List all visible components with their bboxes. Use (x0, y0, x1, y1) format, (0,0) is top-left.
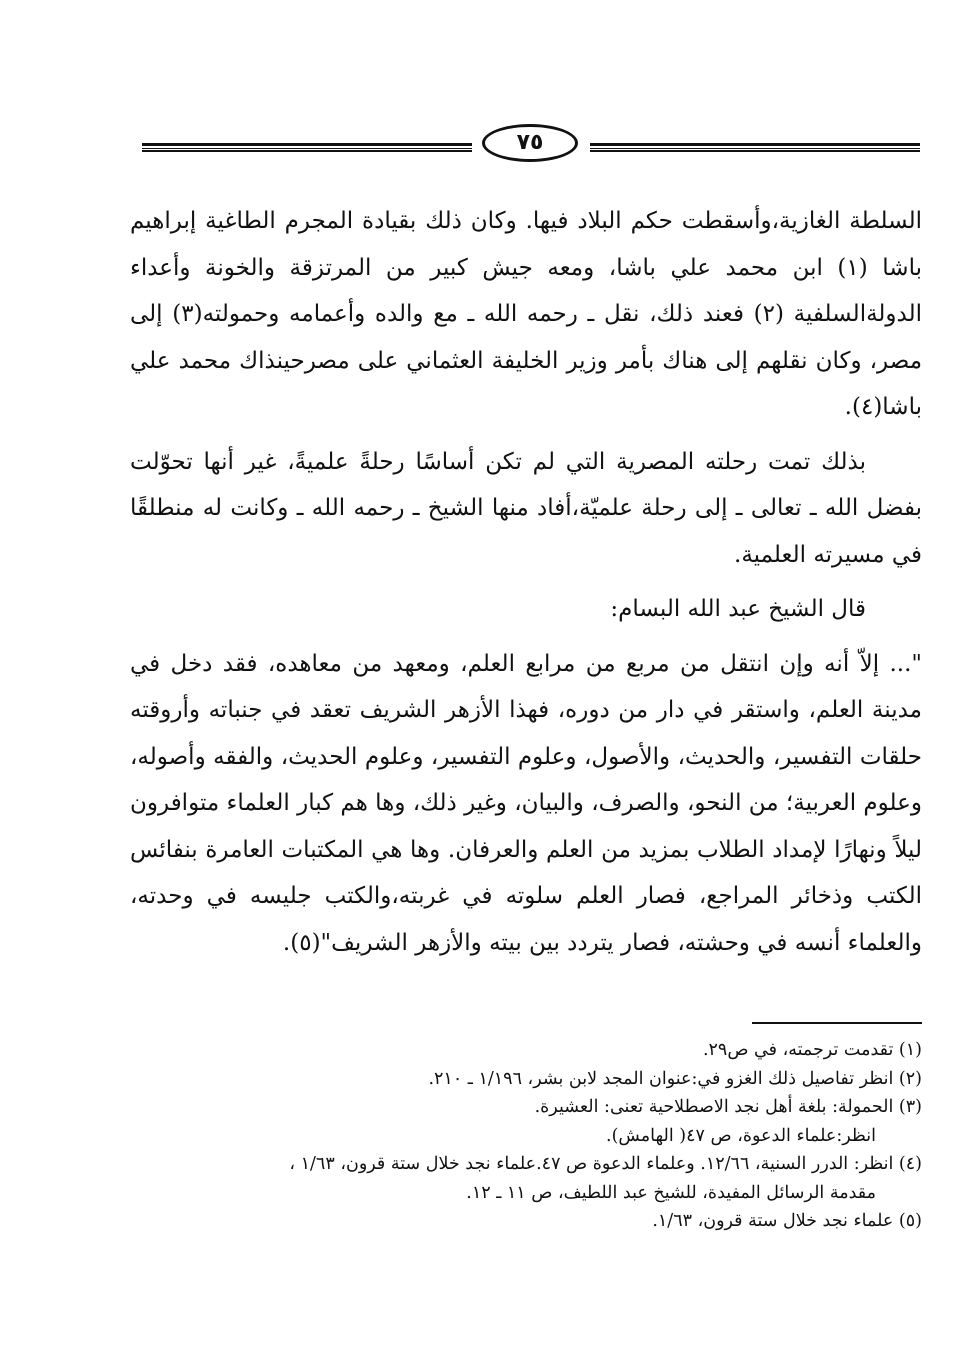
text-line: جليسه في وحدته، والعلماء أنسه في وحشته، فصار يتردد بين بيته والأزهر (130, 883, 922, 956)
main-text (130, 198, 922, 966)
footnotes (150, 1036, 922, 1236)
text-line: قال الشيخ عبد الله البسام: (610, 596, 866, 622)
text-line: بذلك تمت رحلته المصرية التي لم تكن أساسًا رحلةً علميةً، غير أنها تحوّلت (130, 448, 866, 475)
header-rule-right (590, 143, 920, 152)
page-header (142, 120, 920, 172)
text-line: وأصوله، وعلوم العربية؛ من النحو، والصرف، والبيان، وغير ذلك، وها هم كبار (130, 743, 922, 816)
footnote-3-continuation: انظر:علماء الدعوة، ص ٤٧( الهامش). (606, 1125, 876, 1146)
footnote-3: (٣) الحمولة: بلغة أهل نجد الاصطلاحية تعنى: العشيرة. (534, 1097, 922, 1117)
text-line: الشريف"(٥). (282, 929, 408, 956)
paragraph-1 (130, 198, 922, 431)
text-line: محمد علي باشا(٤). (130, 347, 922, 420)
text-line: حلقات التفسير، والحديث، والأصول، وعلوم التفسير، وعلوم الحديث، والفقه (213, 743, 923, 770)
quote-intro (130, 586, 922, 633)
footnote-4: (٤) انظر: الدرر السنية، ١٢/٦٦. وعلماء الدعوة ص ٤٧.علماء نجد خلال ستة قرون، ١/٦٣ ، (289, 1154, 922, 1174)
text-line: "... إلاّ أنه وإن انتقل من مربع من مرابع العلم، ومعهد من معاهده، فقد دخل (170, 650, 922, 677)
text-line: في مدينة العلم، واستقر في دار من دوره، فهذا الأزهر الشريف تعقد في جنباته وأروقته (130, 650, 922, 723)
footnote-separator (752, 1022, 922, 1024)
footnote-5: (٥) علماء نجد خلال ستة قرون، ١/٦٣. (652, 1211, 922, 1231)
text-line: إلى مصر، وكان نقلهم إلى هناك بأمر وزير الخليفة العثماني على مصرحينذاك (130, 301, 923, 374)
footnote-4-continuation: مقدمة الرسائل المفيدة، للشيخ عبد اللطيف، ص ١١ ـ ١٢. (466, 1182, 876, 1203)
text-line: السلطة الغازية،وأسقطت حكم البلاد فيها. وكان ذلك بقيادة المجرم الطاغية إبراهيم (130, 208, 922, 234)
text-line: في مسيرته العلمية. (734, 541, 922, 568)
quotation (130, 641, 922, 967)
text-line: باشا (١) ابن محمد علي باشا، ومعه جيش كبير من المرتزقة والخونة وأعداء (130, 254, 922, 281)
text-line: بفضل الله ـ تعالى ـ إلى رحلة علميّة،أفاد منها الشيخ ـ رحمه الله ـ وكانت له منطلقًا (130, 495, 922, 521)
page-number: ٧٥ (482, 124, 578, 162)
header-rule-left (142, 143, 472, 152)
footnote-1: (١) تقدمت ترجمته، في ص٢٩. (702, 1040, 922, 1060)
paragraph-2 (130, 439, 922, 579)
text-line: الدولةالسلفية (٢) فعند ذلك، نقل ـ رحمه الله ـ مع والده وأعمامه وحمولته(٣) (172, 301, 922, 327)
footnote-2: (٢) انظر تفاصيل ذلك الغزو في:عنوان المجد لابن بشر، ١/١٩٦ ـ ٢١٠. (428, 1068, 922, 1089)
text-line: المكتبات العامرة بنفائس الكتب وذخائر المراجع، فصار العلم سلوته في غربته،والكتب (130, 836, 922, 909)
text-line: العلماء متوافرون ليلاً ونهارًا لإمداد الطلاب بمزيد من العلم والعرفان. وها هي (130, 790, 922, 863)
